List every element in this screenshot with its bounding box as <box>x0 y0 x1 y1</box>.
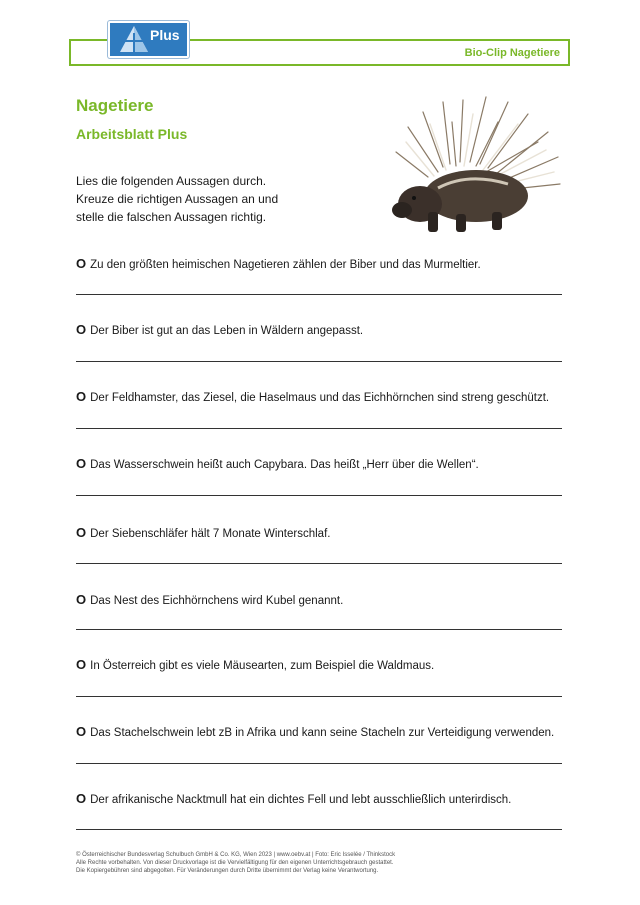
statement-text: Das Stachelschwein lebt zB in Afrika und kann seine Stacheln zur Verteidigung verwenden. <box>90 727 555 739</box>
plus-logo <box>108 21 189 58</box>
checkbox-circle[interactable]: O <box>76 256 87 271</box>
page-title: Nagetiere <box>76 96 154 115</box>
checkbox-circle[interactable]: O <box>76 592 87 607</box>
checkbox-circle[interactable]: O <box>76 657 87 672</box>
answer-line[interactable] <box>76 696 562 697</box>
statement-text: Der Biber ist gut an das Leben in Wäldern angepasst. <box>90 325 364 337</box>
footer-line: Die Kopiergebühren sind abgegolten. Für Veränderungen durch Dritte übernimmt der Verlag keine Verantwortung. <box>76 868 379 874</box>
checkbox-circle[interactable]: O <box>76 791 87 806</box>
checkbox-circle[interactable]: O <box>76 525 87 540</box>
logo-text: Plus <box>150 27 180 43</box>
instructions <box>76 172 336 226</box>
answer-line[interactable] <box>76 563 562 564</box>
answer-line[interactable] <box>76 829 562 830</box>
statement-item <box>76 525 330 540</box>
statement-item <box>76 456 479 471</box>
statement-text: In Österreich gibt es viele Mäusearten, zum Beispiel die Waldmaus. <box>90 660 435 672</box>
footer-copyright <box>76 851 395 875</box>
answer-line[interactable] <box>76 629 562 630</box>
checkbox-circle[interactable]: O <box>76 389 87 404</box>
instruction-line: stelle die falschen Aussagen richtig. <box>76 210 267 224</box>
statement-item <box>76 724 554 739</box>
answer-line[interactable] <box>76 763 562 764</box>
statement-item <box>76 592 343 607</box>
answer-line[interactable] <box>76 495 562 496</box>
instruction-line: Lies die folgenden Aussagen durch. <box>76 174 267 188</box>
header-clip-label: Bio-Clip Nagetiere <box>464 47 560 59</box>
statement-item <box>76 657 434 672</box>
statement-item <box>76 389 549 404</box>
statement-text: Der Feldhamster, das Ziesel, die Haselmaus und das Eichhörnchen sind streng geschützt. <box>90 392 550 404</box>
footer-line: © Österreichischer Bundesverlag Schulbuch GmbH & Co. KG, Wien 2023 | www.oebv.at | Foto: Eric Isselée / Thinkstock <box>76 852 396 858</box>
checkbox-circle[interactable]: O <box>76 724 87 739</box>
statement-text: Das Wasserschwein heißt auch Capybara. Das heißt „Herr über die Wellen“. <box>90 459 479 471</box>
page-subtitle: Arbeitsblatt Plus <box>76 126 188 142</box>
answer-line[interactable] <box>76 428 562 429</box>
checkbox-circle[interactable]: O <box>76 322 87 337</box>
triangle-logo-icon <box>119 25 149 53</box>
statement-text: Zu den größten heimischen Nagetieren zählen der Biber und das Murmeltier. <box>90 259 481 271</box>
statement-item <box>76 791 511 806</box>
footer-line: Alle Rechte vorbehalten. Von dieser Druckvorlage ist die Vervielfältigung für den eigenen Unterrichtsgebrauch gestattet. <box>76 860 394 866</box>
instruction-line: Kreuze die richtigen Aussagen an und <box>76 192 279 206</box>
answer-line[interactable] <box>76 294 562 295</box>
porcupine-photo <box>368 92 564 242</box>
statement-item <box>76 256 481 271</box>
statement-item <box>76 322 363 337</box>
answer-line[interactable] <box>76 361 562 362</box>
statement-text: Der Siebenschläfer hält 7 Monate Winterschlaf. <box>90 528 331 540</box>
statement-text: Das Nest des Eichhörnchens wird Kubel genannt. <box>90 595 344 607</box>
statement-text: Der afrikanische Nacktmull hat ein dichtes Fell und lebt ausschließlich unterirdisch. <box>90 794 512 806</box>
checkbox-circle[interactable]: O <box>76 456 87 471</box>
